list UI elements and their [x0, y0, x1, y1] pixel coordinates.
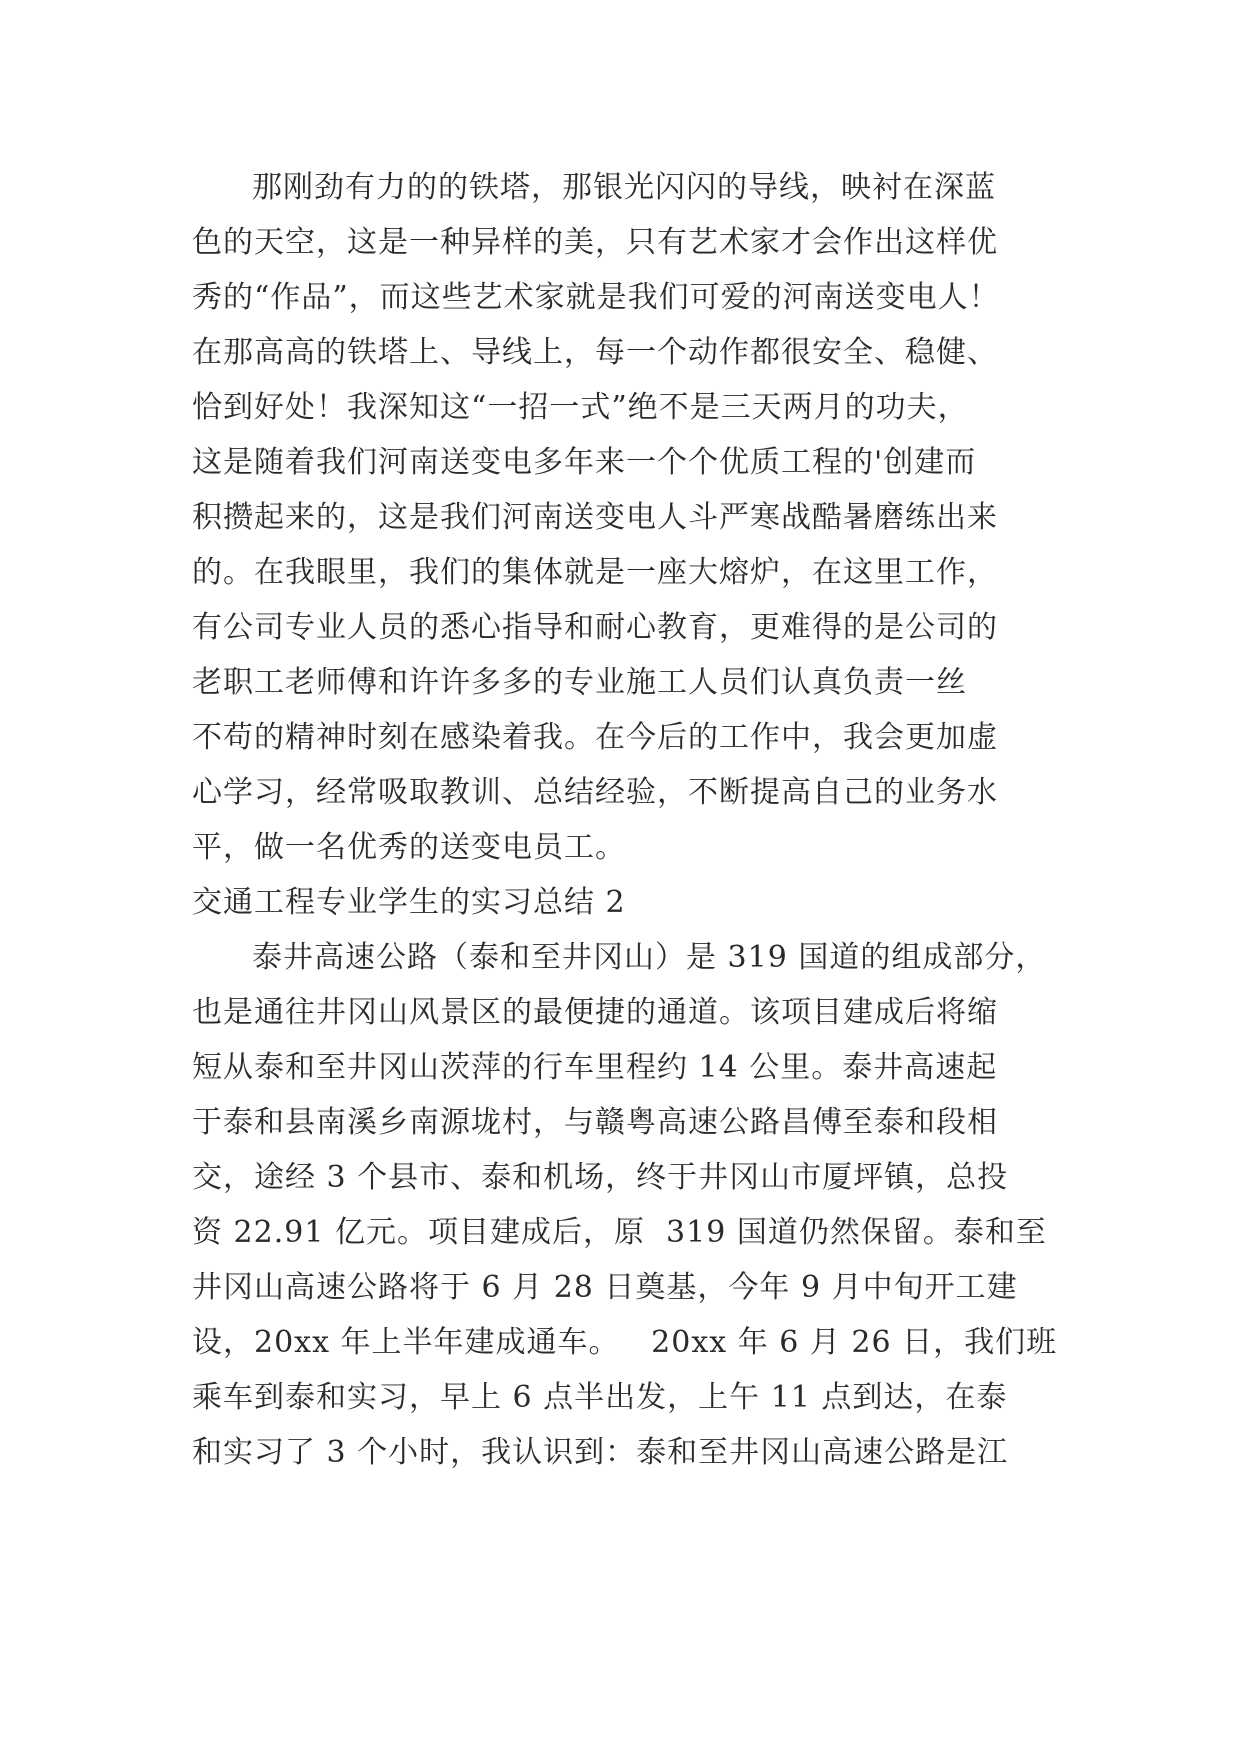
text-line: 和实习了 3 个小时，我认识到：泰和至井冈山高速公路是江 — [192, 1435, 1009, 1470]
paragraph-2 — [192, 930, 1058, 1480]
text-line: 设，20xx 年上半年建成通车。 20xx 年 6 月 26 日，我们班 — [192, 1325, 1058, 1360]
text-line: 交，途经 3 个县市、泰和机场，终于井冈山市厦坪镇，总投 — [192, 1160, 1009, 1195]
paragraph-1 — [192, 160, 1052, 875]
text-line: 这是随着我们河南送变电多年来一个个优质工程的'创建而 — [192, 445, 977, 480]
text-line: 有公司专业人员的悉心指导和耐心教育，更难得的是公司的 — [192, 610, 998, 645]
text-line: 恰到好处！我深知这“一招一式”绝不是三天两月的功夫， — [192, 390, 969, 425]
text-line: 井冈山高速公路将于 6 月 28 日奠基，今年 9 月中旬开工建 — [192, 1270, 1018, 1305]
text-line: 在那高高的铁塔上、导线上，每一个动作都很安全、稳健、 — [192, 335, 998, 370]
text-line: 的。在我眼里，我们的集体就是一座大熔炉，在这里工作， — [192, 555, 998, 590]
text-line: 于泰和县南溪乡南源垅村，与赣粤高速公路昌傅至泰和段相 — [192, 1105, 998, 1140]
text-line: 乘车到泰和实习，早上 6 点半出发，上午 11 点到达，在泰 — [192, 1380, 1008, 1415]
section-heading: 交通工程专业学生的实习总结 2 — [192, 885, 626, 920]
text-line: 秀的“作品”，而这些艺术家就是我们可爱的河南送变电人！ — [192, 280, 1000, 315]
text-line: 色的天空，这是一种异样的美，只有艺术家才会作出这样优 — [192, 225, 998, 260]
text-line: 泰井高速公路（泰和至井冈山）是 319 国道的组成部分， — [252, 940, 1047, 975]
text-line: 平，做一名优秀的送变电员工。 — [192, 830, 626, 865]
text-line: 资 22.91 亿元。项目建成后，原 319 国道仍然保留。泰和至 — [192, 1215, 1047, 1250]
text-line: 也是通往井冈山风景区的最便捷的通道。该项目建成后将缩 — [192, 995, 998, 1030]
text-line: 老职工老师傅和许许多多的专业施工人员们认真负责一丝 — [192, 665, 967, 700]
text-line: 不苟的精神时刻在感染着我。在今后的工作中，我会更加虚 — [192, 720, 998, 755]
text-line: 积攒起来的，这是我们河南送变电人斗严寒战酷暑磨练出来 — [192, 500, 998, 535]
text-line: 那刚劲有力的的铁塔，那银光闪闪的导线，映衬在深蓝 — [252, 170, 996, 205]
text-line: 短从泰和至井冈山茨萍的行车里程约 14 公里。泰井高速起 — [192, 1050, 998, 1085]
text-line: 心学习，经常吸取教训、总结经验，不断提高自己的业务水 — [192, 775, 998, 810]
document-body — [192, 160, 1058, 1480]
